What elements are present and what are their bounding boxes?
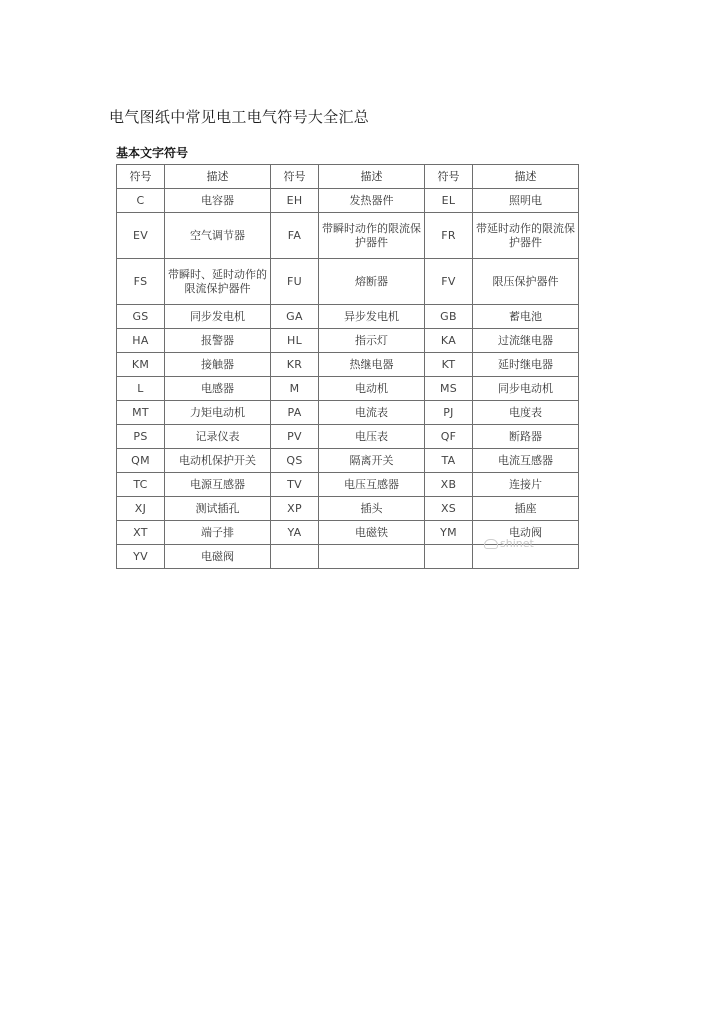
table-row <box>117 425 579 449</box>
symbol-description-cell: 电动阀 <box>473 521 579 545</box>
symbol-code-cell: QS <box>271 449 319 473</box>
symbol-description-cell: 电压表 <box>319 425 425 449</box>
symbol-description-cell: 熔断器 <box>319 259 425 305</box>
symbol-code-cell: XT <box>117 521 165 545</box>
symbol-description-cell: 电磁铁 <box>319 521 425 545</box>
symbol-description-cell: 插头 <box>319 497 425 521</box>
symbol-description-cell: 限压保护器件 <box>473 259 579 305</box>
symbol-code-cell: FA <box>271 213 319 259</box>
symbol-code-cell: MS <box>425 377 473 401</box>
symbol-code-cell: PA <box>271 401 319 425</box>
symbol-description-cell: 发热器件 <box>319 189 425 213</box>
table-row <box>117 377 579 401</box>
symbol-code-cell: M <box>271 377 319 401</box>
symbol-code-cell: YV <box>117 545 165 569</box>
column-header: 符号 <box>271 165 319 189</box>
symbol-code-cell: XP <box>271 497 319 521</box>
symbol-table-image <box>112 140 580 573</box>
symbol-description-cell: 同步发电机 <box>165 305 271 329</box>
chat-bubble-icon <box>484 539 498 549</box>
symbol-description-cell: 延时继电器 <box>473 353 579 377</box>
symbol-description-cell: 电流互感器 <box>473 449 579 473</box>
column-header: 描述 <box>165 165 271 189</box>
table-header-row <box>117 165 579 189</box>
symbol-code-cell: XJ <box>117 497 165 521</box>
symbol-code-cell: FS <box>117 259 165 305</box>
table-body <box>117 189 579 569</box>
symbol-description-cell: 带瞬时、延时动作的限流保护器件 <box>165 259 271 305</box>
symbol-description-cell: 空气调节器 <box>165 213 271 259</box>
symbol-code-cell: FU <box>271 259 319 305</box>
symbol-code-cell: XS <box>425 497 473 521</box>
symbol-code-cell: GS <box>117 305 165 329</box>
symbol-description-cell: 隔离开关 <box>319 449 425 473</box>
column-header: 符号 <box>425 165 473 189</box>
symbol-description-cell: 带延时动作的限流保护器件 <box>473 213 579 259</box>
symbol-code-cell: KR <box>271 353 319 377</box>
symbol-code-cell: HA <box>117 329 165 353</box>
symbol-code-cell: HL <box>271 329 319 353</box>
symbol-description-cell: 电动机 <box>319 377 425 401</box>
symbol-description-cell: 过流继电器 <box>473 329 579 353</box>
symbol-code-cell: KM <box>117 353 165 377</box>
table-row <box>117 497 579 521</box>
symbol-code-cell: L <box>117 377 165 401</box>
symbol-description-cell: 指示灯 <box>319 329 425 353</box>
symbol-code-cell: YM <box>425 521 473 545</box>
document-title: 电气图纸中常见电工电气符号大全汇总 <box>109 108 370 126</box>
symbol-code-cell: FR <box>425 213 473 259</box>
symbol-description-cell: 带瞬时动作的限流保护器件 <box>319 213 425 259</box>
column-header: 符号 <box>117 165 165 189</box>
symbol-code-cell: PJ <box>425 401 473 425</box>
table-row <box>117 305 579 329</box>
symbol-description-cell: 电压互感器 <box>319 473 425 497</box>
symbol-code-cell: XB <box>425 473 473 497</box>
watermark <box>484 537 534 550</box>
symbol-code-cell: EV <box>117 213 165 259</box>
symbol-code-cell: GA <box>271 305 319 329</box>
symbol-description-cell: 电感器 <box>165 377 271 401</box>
symbol-description-cell: 同步电动机 <box>473 377 579 401</box>
symbol-description-cell: 电度表 <box>473 401 579 425</box>
symbol-code-cell: QM <box>117 449 165 473</box>
symbol-code-cell: GB <box>425 305 473 329</box>
symbol-description-cell: 异步发电机 <box>319 305 425 329</box>
symbol-code-cell: TV <box>271 473 319 497</box>
symbol-code-cell: KT <box>425 353 473 377</box>
symbol-code-cell: YA <box>271 521 319 545</box>
symbol-description-cell: 插座 <box>473 497 579 521</box>
symbol-description-cell: 力矩电动机 <box>165 401 271 425</box>
symbol-code-cell: QF <box>425 425 473 449</box>
table-row <box>117 473 579 497</box>
symbol-code-cell: KA <box>425 329 473 353</box>
table-row <box>117 449 579 473</box>
symbol-code-cell: EH <box>271 189 319 213</box>
symbol-table <box>116 164 579 569</box>
column-header: 描述 <box>319 165 425 189</box>
symbol-description-cell: 报警器 <box>165 329 271 353</box>
table-row <box>117 189 579 213</box>
symbol-code-cell <box>425 545 473 569</box>
column-header: 描述 <box>473 165 579 189</box>
watermark-text: shinet <box>500 537 534 550</box>
symbol-description-cell: 电源互感器 <box>165 473 271 497</box>
symbol-description-cell: 断路器 <box>473 425 579 449</box>
symbol-code-cell: TA <box>425 449 473 473</box>
symbol-description-cell: 蓄电池 <box>473 305 579 329</box>
table-heading: 基本文字符号 <box>116 146 189 160</box>
symbol-code-cell: C <box>117 189 165 213</box>
symbol-code-cell: PS <box>117 425 165 449</box>
symbol-description-cell: 电流表 <box>319 401 425 425</box>
symbol-description-cell: 端子排 <box>165 521 271 545</box>
symbol-description-cell: 连接片 <box>473 473 579 497</box>
symbol-description-cell: 电动机保护开关 <box>165 449 271 473</box>
symbol-description-cell: 接触器 <box>165 353 271 377</box>
symbol-description-cell: 记录仪表 <box>165 425 271 449</box>
symbol-description-cell: 热继电器 <box>319 353 425 377</box>
symbol-description-cell: 电容器 <box>165 189 271 213</box>
symbol-code-cell: PV <box>271 425 319 449</box>
symbol-description-cell: 照明电 <box>473 189 579 213</box>
symbol-code-cell: FV <box>425 259 473 305</box>
symbol-description-cell <box>319 545 425 569</box>
table-row <box>117 329 579 353</box>
symbol-code-cell: EL <box>425 189 473 213</box>
symbol-code-cell: TC <box>117 473 165 497</box>
table-row <box>117 259 579 305</box>
table-row <box>117 213 579 259</box>
table-row <box>117 353 579 377</box>
symbol-description-cell: 电磁阀 <box>165 545 271 569</box>
symbol-code-cell <box>271 545 319 569</box>
symbol-code-cell: MT <box>117 401 165 425</box>
symbol-description-cell: 测试插孔 <box>165 497 271 521</box>
table-row <box>117 401 579 425</box>
